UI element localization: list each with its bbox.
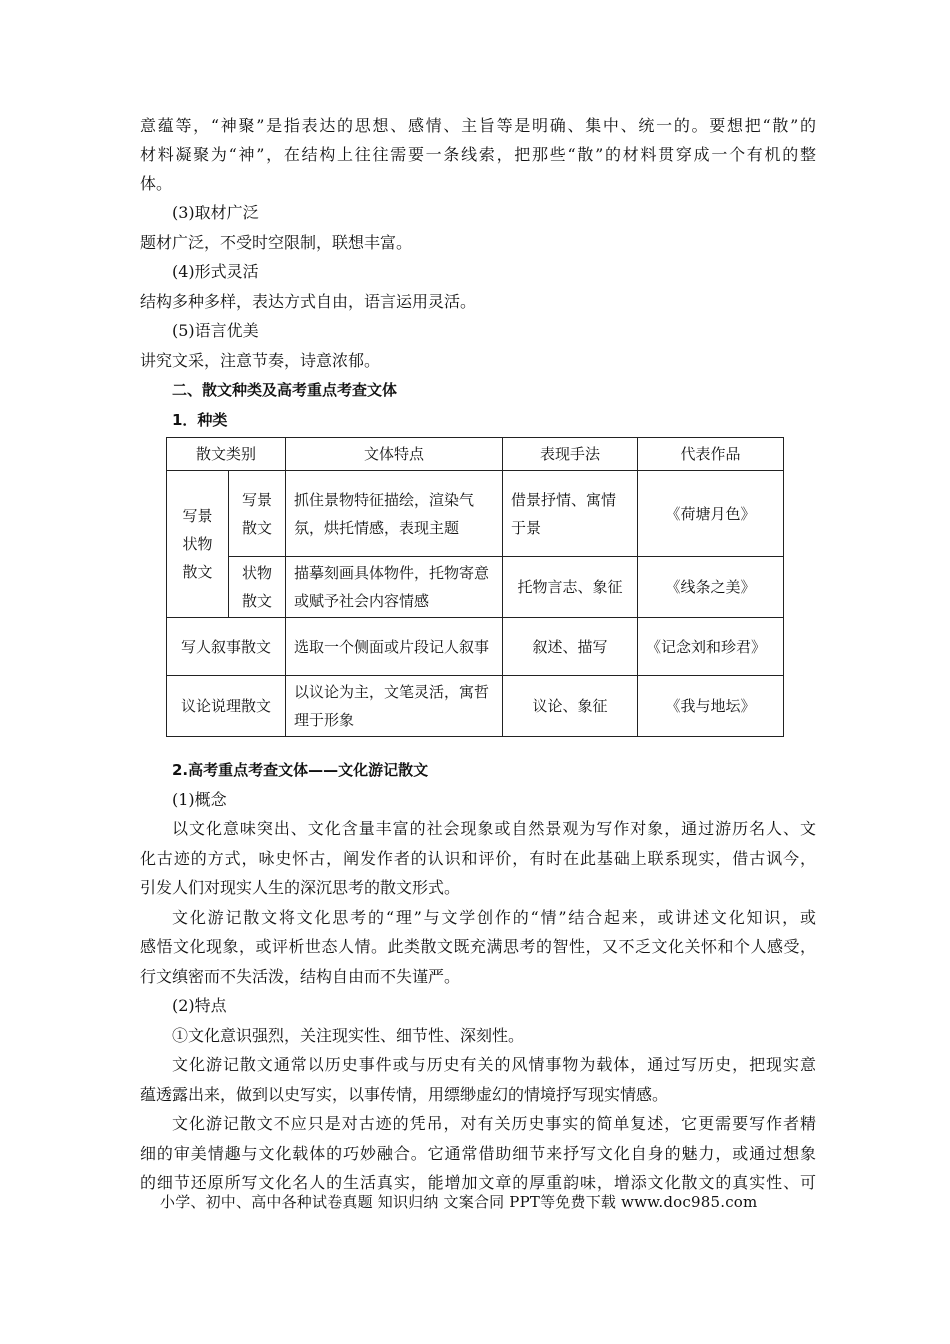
paragraph-line: 化古迹的方式，咏史怀古，阐发作者的认识和评价，有时在此基础上联系现实，借古讽今， — [140, 849, 816, 868]
paragraph-line: 体。 — [140, 174, 173, 193]
prose-types-table — [166, 437, 784, 737]
table-row — [167, 557, 784, 618]
section-subheading: 1．种类 — [172, 411, 228, 429]
feature-cell: 选取一个侧面或片段记人叙事 — [286, 618, 503, 676]
method-cell: 托物言志、象征 — [503, 557, 638, 618]
paragraph-line: 感悟文化现象，或评析世态人情。此类散文既充满思考的智性，又不乏文化关怀和个人感受， — [140, 937, 816, 956]
feature-cell: 抓住景物特征描绘，渲染气氛，烘托情感，表现主题 — [286, 471, 503, 557]
section-subheading: 2.高考重点考查文体——文化游记散文 — [172, 761, 429, 779]
method-cell: 议论、象征 — [503, 676, 638, 737]
method-cell: 借景抒情、寓情于景 — [503, 471, 638, 557]
paragraph-line: 以文化意味突出、文化含量丰富的社会现象或自然景观为写作对象，通过游历名人、文 — [172, 819, 816, 838]
work-cell: 《荷塘月色》 — [638, 471, 784, 557]
subheading: (5)语言优美 — [172, 321, 259, 340]
subtype-cell: 议论说理散文 — [167, 676, 286, 737]
paragraph-line: 的细节还原所写文化名人的生活真实，能增加文章的厚重韵味，增添文化散文的真实性、可 — [140, 1173, 816, 1192]
page-footer: 小学、初中、高中各种试卷真题 知识归纳 文案合同 PPT等免费下载 www.doc985.com — [160, 1193, 758, 1211]
table-header-cell: 代表作品 — [638, 438, 784, 471]
paragraph-line: 行文缜密而不失活泼，结构自由而不失谨严。 — [140, 967, 461, 986]
group-cell: 写景状物散文 — [167, 471, 229, 618]
subheading: (1)概念 — [172, 790, 227, 809]
paragraph-line: 文化游记散文不应只是对古迹的凭吊，对有关历史事实的简单复述，它更需要写作者精 — [172, 1114, 816, 1133]
paragraph-line: 意蕴等，“神聚”是指表达的思想、感情、主旨等是明确、集中、统一的。要想把“散”的 — [140, 116, 816, 135]
paragraph-line: 材料凝聚为“神”，在结构上往往需要一条线索，把那些“散”的材料贯穿成一个有机的整 — [140, 145, 816, 164]
subheading: (4)形式灵活 — [172, 262, 259, 281]
method-cell: 叙述、描写 — [503, 618, 638, 676]
subtype-cell: 写人叙事散文 — [167, 618, 286, 676]
subtype-cell: 写景散文 — [229, 471, 286, 557]
paragraph-line: 文化游记散文通常以历史事件或与历史有关的风情事物为载体，通过写历史，把现实意 — [172, 1055, 816, 1074]
table-row — [167, 676, 784, 737]
feature-cell: 以议论为主，文笔灵活，寓哲理于形象 — [286, 676, 503, 737]
table-row — [167, 471, 784, 557]
paragraph-line: 文化游记散文将文化思考的“理”与文学创作的“情”结合起来，或讲述文化知识，或 — [172, 908, 816, 927]
feature-cell: 描摹刻画具体物件，托物寄意或赋予社会内容情感 — [286, 557, 503, 618]
work-cell: 《记念刘和珍君》 — [638, 618, 784, 676]
table-header-cell: 散文类别 — [167, 438, 286, 471]
section-heading: 二、散文种类及高考重点考查文体 — [172, 381, 398, 399]
paragraph-line: ①文化意识强烈，关注现实性、细节性、深刻性。 — [172, 1026, 525, 1045]
table-header-cell: 文体特点 — [286, 438, 503, 471]
work-cell: 《我与地坛》 — [638, 676, 784, 737]
paragraph-line: 结构多种多样，表达方式自由，语言运用灵活。 — [140, 292, 477, 311]
subtype-cell: 状物散文 — [229, 557, 286, 618]
subheading: (2)特点 — [172, 996, 227, 1015]
paragraph-line: 引发人们对现实人生的深沉思考的散文形式。 — [140, 878, 461, 897]
paragraph-line: 讲究文采，注意节奏，诗意浓郁。 — [140, 351, 381, 370]
table-header-row — [167, 438, 784, 471]
paragraph-line: 题材广泛，不受时空限制，联想丰富。 — [140, 233, 413, 252]
table-row — [167, 618, 784, 676]
paragraph-line: 蕴透露出来，做到以史写实，以事传情，用缥缈虚幻的情境抒写现实情感。 — [140, 1085, 669, 1104]
work-cell: 《线条之美》 — [638, 557, 784, 618]
subheading: (3)取材广泛 — [172, 203, 259, 222]
paragraph-line: 细的审美情趣与文化载体的巧妙融合。它通常借助细节来抒写文化自身的魅力，或通过想象 — [140, 1144, 816, 1163]
table-header-cell: 表现手法 — [503, 438, 638, 471]
